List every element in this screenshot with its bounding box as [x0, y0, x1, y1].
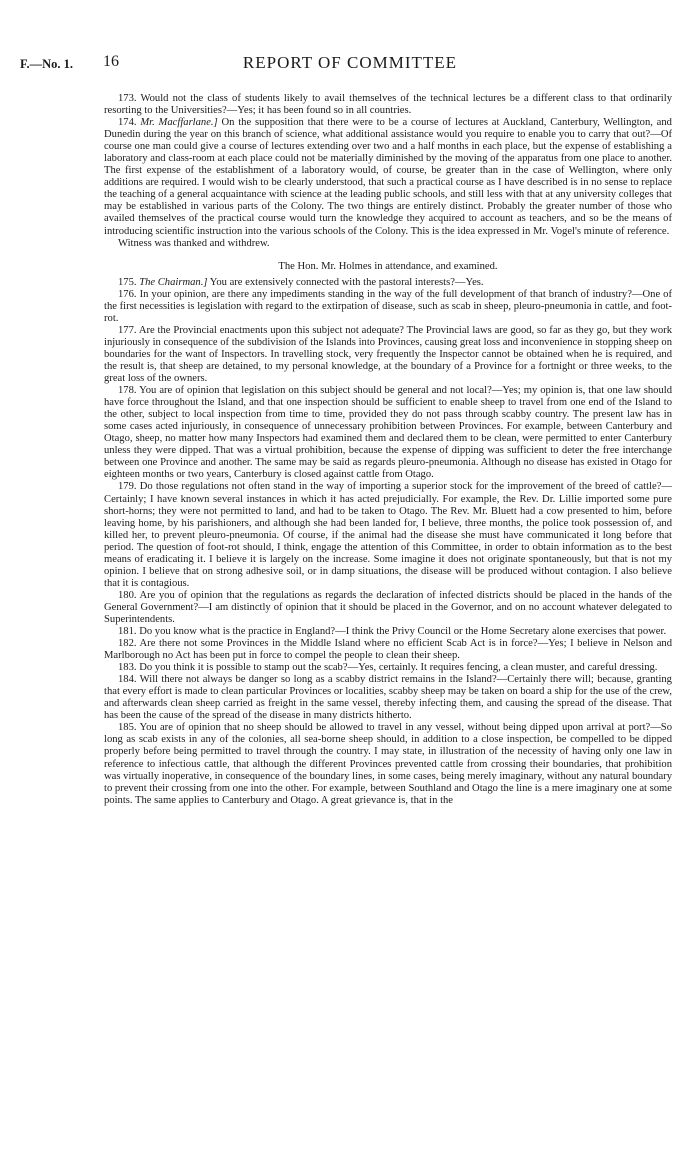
witness-withdrew: Witness was thanked and withdrew.	[118, 237, 270, 249]
paragraph-181: 181. Do you know what is the practice in England?—I think the Privy Council or the Home Secretary alone exercises that power.	[118, 626, 667, 638]
paragraph-174: 174. Mr. Macffarlane.] On the supposition that there were to be a course of lectures at Auckland, Canterbury, Wellington, and Dunedin during the year on this branch of science, what additional assistance would you require to enable you to carry that out?—Of course one man could give a course of lectures extending over two and a half months in each place, but the expense of establishing a laboratory and class-room at each place could not be materially diminished by the moving of the apparatus from one place to another. The first expense of the establishment of a laboratory would, of course, be greater than in the case of Wellington, where only additions are required. I would wish to be clearly understood, that such a practical course as I have described is in no sense to replace the teaching of a general acquaintance with science at the leading public schools, and still less with that at any university colleges that may be established in various parts of the Colony. The two things are entirely distinct. Probably the greater number of those who availed themselves of the practical course would turn the knowledge they acquired to account as teachers, and so be the means of introducing scientific instruction into the various schools of the Colony. This is the idea expressed in Mr. Vogel's minute of reference.	[104, 117, 672, 237]
paragraph-177: 177. Are the Provincial enactments upon this subject not adequate? The Provincial laws are good, so far as they go, but they work injuriously in consequence of the subdivision of the Islands into Provinces, causing great loss and inconvenience in stopping sheep on boundaries for the want of Inspectors. In travelling stock, very frequently the Inspector cannot be obtained when he is required, and the result is, that sheep are detained, to my personal knowledge, at the boundary of a Province for a fortnight or three weeks, to the great loss of the owners.	[104, 324, 672, 385]
paragraph-178: 178. You are of opinion that legislation on this subject should be general and not local?—Yes; my opinion is, that one law should have force throughout the Island, and that one inspection should be sufficient to enable sheep to travel from one end of the Island to the other, subject to local inspection from time to time, provided they do not pass through scabby country. The present law has in some cases acted injuriously, in consequence of unnecessary prohibition between Provinces. For example, between Canterbury and Otago, sheep, no matter how many Inspectors had examined them and declared them to be clean, were permitted to enter Canterbury unless they were dipped. That was a virtual prohibition, because the expense of dipping was sufficient to deter the free interchange between one Province and another. The same may be said as regards pleuro-pneumonia. Although no disease has existed in Otago for eighteen months or two years, Canterbury is closed against cattle from Otago.	[104, 385, 672, 481]
page-number: 16	[103, 53, 119, 70]
report-body	[104, 93, 672, 807]
paragraph-185: 185. You are of opinion that no sheep should be allowed to travel in any vessel, without being dipped upon arrival at port?—So long as scab exists in any of the colonies, all sea-borne sheep should, in addition to a close inspection, be compelled to be dipped properly before being permitted to travel through the country. I may state, in illustration of the necessity of having only one law in reference to infectious cattle, that although the different Provinces prevented cattle from crossing their boundaries, that prohibition was virtually inoperative, in consequence of the boundary lines, in some cases, being merely imaginary, without any natural boundary to prevent their crossing from one into the other. For example, between Southland and Otago the line is a mere imaginary one at some points. The same applies to Canterbury and Otago. A great grievance is, that in the	[104, 722, 672, 806]
paragraph-184: 184. Will there not always be danger so long as a scabby district remains in the Island?—Certainly there will; because, granting that every effort is made to clean particular Provinces or localities, scabby sheep may be taken on board a ship for the use of the crew, and afterwards clean sheep carried as freight in the same vessel, thereby infecting them, and causing the spread of the disease. That has been the cause of the spread of the disease in many districts hitherto.	[104, 674, 672, 722]
page-title: REPORT OF COMMITTEE	[242, 53, 458, 72]
paragraph-183: 183. Do you think it is possible to stamp out the scab?—Yes, certainly. It requires fencing, a clean muster, and careful dressing.	[118, 662, 658, 674]
witness-heading: The Hon. Mr. Holmes in attendance, and examined.	[278, 260, 498, 272]
paragraph-179: 179. Do those regulations not often stand in the way of importing a superior stock for the improvement of the breed of cattle?—Certainly; I have known several instances in which it has acted prejudicially. For example, the Rev. Dr. Lillie imported some pure short-horns; they were not permitted to land, and had to be taken to Otago. The Rev. Mr. Bluett had a cow presented to him, before leaving home, by his parishioners, and although she had been landed for, I believe, three months, the police took possession of, and killed her, to prevent pleuro-pneumonia. Of course, if the animal had the disease she must have communicated it long before that period. The question of foot-rot should, I think, engage the attention of this Committee, in order to obtain information as to the best means of eradicating it. I believe it is largely on the increase. Some imagine it does not originate spontaneously, but that is not my opinion. I believe that on strong adhesive soil, or in damp situations, the disease will be produced without contagion. I also believe that it is contagious.	[104, 481, 672, 589]
document-reference: F.—No. 1.	[20, 57, 74, 71]
paragraph-176: 176. In your opinion, are there any impediments standing in the way of the full development of that branch of industry?—One of the first necessities is legislation with regard to the extirpation of disease, such as scab in sheep, pleuro-pneumonia in cattle, and foot-rot.	[104, 288, 672, 324]
page-header	[0, 51, 700, 77]
paragraph-180: 180. Are you of opinion that the regulations as regards the declaration of infected districts should be placed in the hands of the General Government?—I am distinctly of opinion that it should be placed in the Governor, and on no account whatever delegated to Superintendents.	[104, 589, 672, 625]
paragraph-175: 175. The Chairman.] You are extensively connected with the pastoral interests?—Yes.	[118, 276, 484, 288]
paragraph-173: 173. Would not the class of students likely to avail themselves of the technical lectures be a different class to that ordinarily resorting to the Universities?—Yes; it has been found so in all countries.	[104, 93, 672, 117]
paragraph-182: 182. Are there not some Provinces in the Middle Island where no efficient Scab Act is in force?—Yes; I believe in Nelson and Marlborough no Act has been put in force to compel the people to clean their sheep.	[104, 638, 672, 662]
